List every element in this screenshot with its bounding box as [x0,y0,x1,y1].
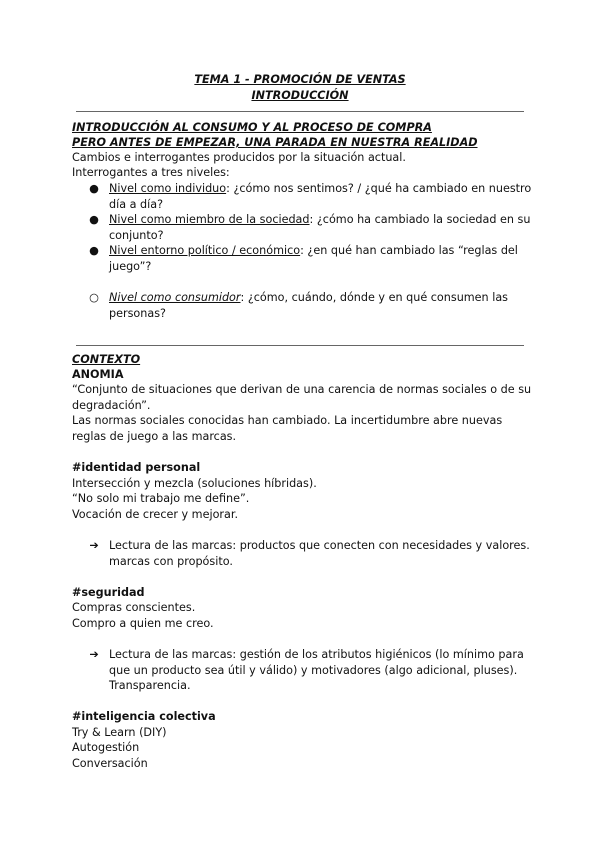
arrow-item: Lectura de las marcas: productos que conecten con necesidades y valores. [109,539,530,552]
list-item-text: : ¿cómo nos sentimos? / ¿qué ha cambiado en nuestro [226,182,532,195]
paragraph-line: Compro a quien me creo. [72,617,214,630]
list-item [109,212,531,228]
list-item-label: Nivel como miembro de la sociedad [109,213,310,226]
paragraph-line: Interrogantes a tres niveles: [72,166,230,179]
section-subheading: PERO ANTES DE EMPEZAR, UNA PARADA EN NUESTRA REALIDAD [72,136,478,149]
list-item-text: : ¿cómo, cuándo, dónde y en qué consumen las [240,291,509,304]
document-subtitle: INTRODUCCIÓN [251,89,349,102]
paragraph-line: Vocación de crecer y mejorar. [72,508,238,521]
paragraph-line: Autogestión [72,741,140,754]
list-item-text: : ¿en qué han cambiado las “reglas del [300,244,518,257]
paragraph-line: Las normas sociales conocidas han cambiado. La incertidumbre abre nuevas [72,414,503,427]
list-item-label: Nivel como consumidor [109,291,241,304]
list-item [109,181,532,197]
list-item-continuation: personas? [109,307,166,320]
list-item [109,290,527,306]
bullet-marker: ● [89,182,99,195]
subsection-title: ANOMIA [72,368,124,381]
paragraph-line: Compras conscientes. [72,601,196,614]
paragraph-line: Conversación [72,757,148,770]
paragraph-line: “Conjunto de situaciones que derivan de una carencia de normas sociales o de su [72,383,532,396]
list-item-continuation: conjunto? [109,229,164,242]
paragraph-line: “No solo mi trabajo me define”. [72,492,250,505]
section-heading: INTRODUCCIÓN AL CONSUMO Y AL PROCESO DE COMPRA [72,121,432,134]
paragraph-line: Cambios e interrogantes producidos por la situación actual. [72,151,406,164]
arrow-item-continuation: marcas con propósito. [109,555,233,568]
sub-bullet-marker: ○ [89,291,99,304]
arrow-item: Lectura de las marcas: gestión de los atributos higiénicos (lo mínimo para [109,648,524,661]
paragraph-line: Try & Learn (DIY) [72,726,167,739]
arrow-icon: ➔ [89,648,99,661]
paragraph-line: degradación”. [72,399,151,412]
list-item [109,243,527,259]
list-item-label: Nivel como individuo [109,182,227,195]
hashtag-title: #identidad personal [72,461,201,474]
paragraph-line: reglas de juego a las marcas. [72,430,237,443]
document-title: TEMA 1 - PROMOCIÓN DE VENTAS [194,73,406,86]
section-heading: CONTEXTO [72,353,141,366]
arrow-icon: ➔ [89,539,99,552]
bullet-marker: ● [89,244,99,257]
hashtag-title: #seguridad [72,586,145,599]
paragraph-line: Intersección y mezcla (soluciones híbridas). [72,477,317,490]
list-item-continuation: juego”? [109,260,152,273]
list-item-label: Nivel entorno político / económico [109,244,301,257]
hashtag-title: #inteligencia colectiva [72,710,216,723]
arrow-item-continuation: Transparencia. [109,679,191,692]
divider [76,345,524,346]
arrow-item-continuation: que un producto sea útil y válido) y motivadores (algo adicional, pluses). [109,664,518,677]
list-item-text: : ¿cómo ha cambiado la sociedad en su [309,213,531,226]
list-item-continuation: día a día? [109,198,164,211]
bullet-marker: ● [89,213,99,226]
divider [76,111,524,112]
